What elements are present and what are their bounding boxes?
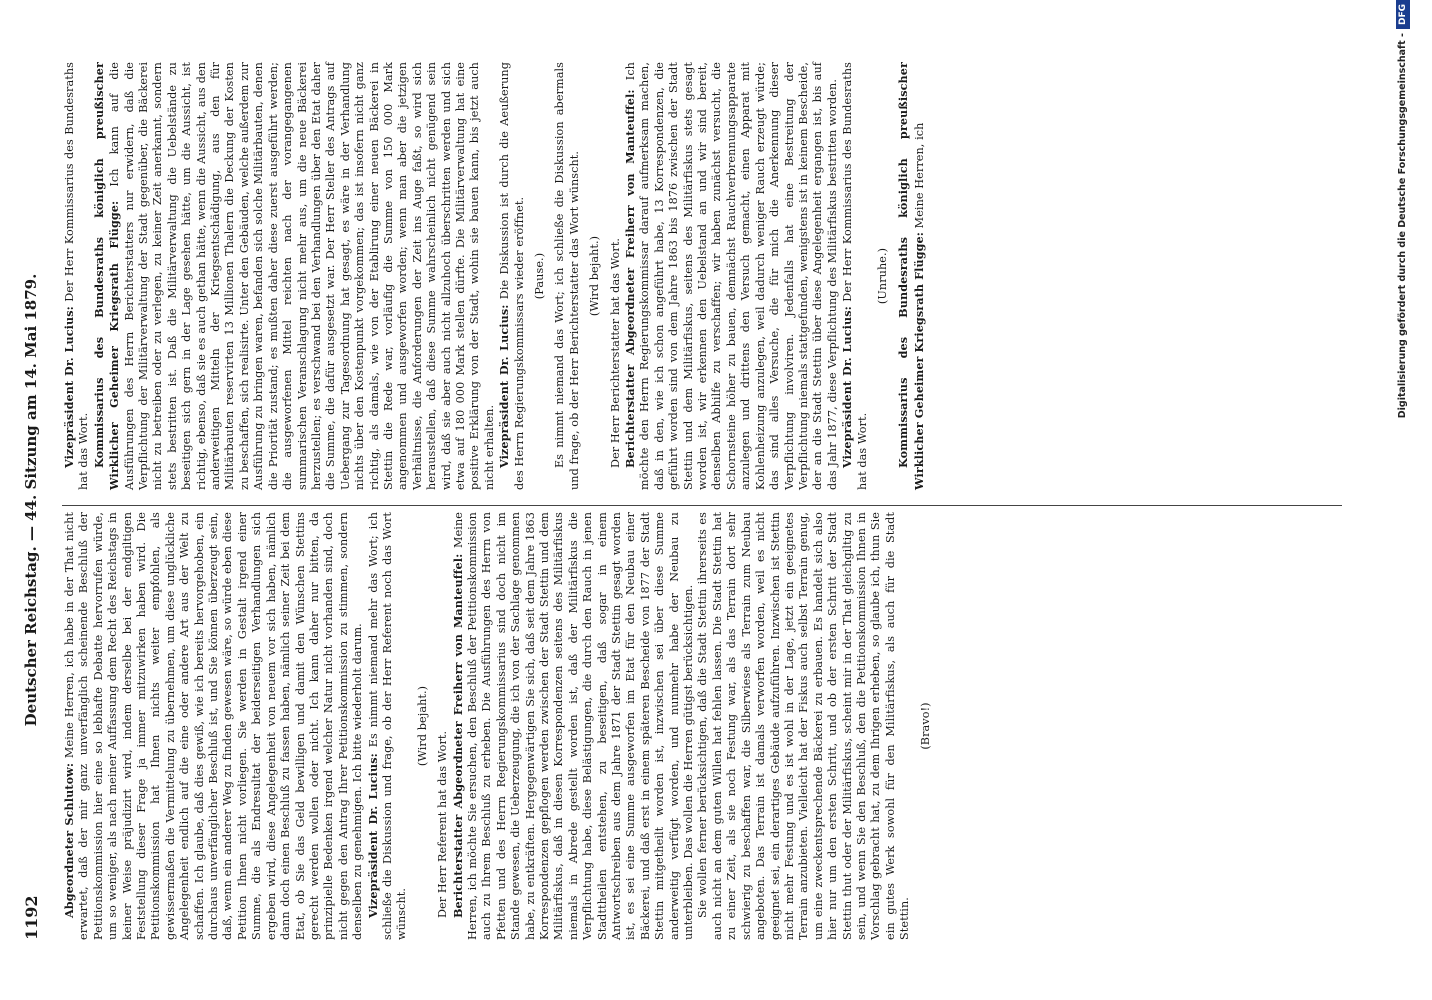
speech-text: Der Herr Referent hat das Wort. [436, 730, 450, 918]
speech-text: Ich möchte den Herrn Regierungskommissar darauf aufmerksam machen, daß in den, wie ich schon angeführt habe, 13 Korrespondenzen, die geführt worden sind von dem Jahre 1863 bis 1876 zwischen der Stadt Stettin und dem Militärfiskus, seitens des Militärfiskus stets gesagt worden ist, wir erkennen den Uebelstand an und wir sind bereit, denselben Abhilfe zu verschaffen; wir haben zunächst versucht, die Schornsteine höher zu bauen, demnächst Rauchverbrennungsapparate anzulegen und drittens den Versuch gemacht, einen Apparat mit Kohlenheizung anzulegen, weil dadurch weniger Rauch erzeugt würde; das sind alles Versuche, die für mich die Anerkennung dieser Verpflichtung involviren. Jedenfalls hat eine Bestreitung der Verpflichtung niemals stattgefunden, wenigstens ist in keinem Bescheide, der an die Stadt Stettin über diese Angelegenheit ergangen ist, bis auf das Jahr 1877, diese Verpflichtung des Militärfiskus bestritten worden. [624, 62, 839, 490]
speaker-name: Berichterstatter Abgeordneter Freiherr von Manteuffel: [623, 89, 638, 468]
speaker-name: Vizepräsident Dr. Lucius: [840, 306, 855, 468]
speech-text: Sie wollen ferner berücksichtigen, daß die Stadt Stettin ihrerseits es auch nicht an dem guten Willen hat fehlen lassen. Die Stadt Stettin hat zu einer Zeit, als sie noch Festung war, als das Terrain dort sehr schwierig zu beschaffen war, die Silberwiese als Terrain zum Neubau angeboten. Das Terrain ist damals verworfen worden, weil es nicht geeignet sei, ein derartiges Gebäude aufzuführen. Inzwischen ist Stettin nicht mehr Festung und es ist wohl in der Lage, jetzt ein geeignetes Terrain anzubieten. Vielleicht hat der Fiskus auch selbst Terrain genug, um eine zweckentsprechende Bäckerei zu erbauen. Es handelt sich also hier nur um den ersten Schritt, und ob der ersten Schritt der Stadt Stettin thut oder der Militärfiskus, scheint mir in der That gleichgiltig zu sein, und wenn Sie den Beschluß, den die Petitionskommission Ihnen in Vorschlag gebracht hat, zu dem Ihrigen erheben, so glaube ich, thun Sie ein gutes Werk sowohl für den Militärfiskus, als auch für die Stadt Stettin. [696, 512, 912, 940]
page-header [18, 60, 48, 940]
stage-direction: (Pause.) [533, 252, 546, 300]
speech-paragraph [62, 512, 366, 940]
speaker-name: Berichterstatter Abgeordneter Freiherr von Manteuffel: [450, 553, 465, 918]
speaker-name: Vizepräsident Dr. Lucius: [365, 753, 380, 918]
stamp-text: Digitalisierung gefördert durch die Deutsche Forschungsgemeinschaft - [1397, 33, 1408, 419]
speech-paragraph [497, 62, 527, 490]
speech-paragraph [553, 62, 582, 490]
running-title: Deutscher Reichstag. — 44. Sitzung am 14. Mai 1879. [22, 273, 40, 727]
column-divider [62, 505, 1342, 506]
speech-paragraph [896, 62, 927, 490]
speech-text: Meine Herren, ich möchte Sie ersuchen, den Beschluß der Petitionskommission auch zu Ihrem Beschluß zu erheben. Die Ausführungen des Herrn von Pfetten und des Herrn Regierungskommissarius sind doch nicht im Stande gewesen, die Ueberzeugung, die ich von der Sachlage genommen habe, zu entkräften. Hergegenwärtigen Sie sich, daß seit dem Jahre 1863 Korrespondenzen gepflogen werden zwischen der Stadt Stettin und dem Militärfiskus, daß in diesen Korrespondenzen seitens des Militärfiskus niemals in Abrede gestellt worden ist, daß der Militärfiskus die Verpflichtung habe, diese Belästigungen, die durch den Rauch in jenen Stadttheilen entstehen, zu beseitigen, daß sogar in einem Antwortschreiben aus dem Jahre 1871 der Stadt Stettin gesagt worden ist, es sei eine Summe ausgeworfen im Etat für den Neubau einer Bäckerei, und daß erst in einem späteren Bescheide von 1877 der Stadt Stettin mitgetheilt worden ist, inzwischen sei über diese Summe anderweitig verfügt worden, und nunmehr habe der Neubau zu unterbleiben. Das wollen die Herren gütigst berücksichtigen. [451, 512, 696, 940]
speech-text: Meine Herren, ich habe in der That nicht erwartet, daß der mir ganz unverfänglich scheinende Beschluß der Petitionskommission hier eine so lebhafte Debatte hervorrufen würde, um so weniger, als nach meiner Auffassung dem Recht des Reichstags in keiner Weise präjudizirt wird, indem derselbe bei der endgiltigen Feststellung dieser Frage ja immer mitzuwirken haben wird. Die Petitionskommission hat Ihnen nichts weiter empfohlen, als gewissermaßen die Vermittelung zu übernehmen, um diese unglückliche Angelegenheit endlich auf die eine oder andere Art aus der Welt zu schaffen. Ich glaube, daß dies gewiß, wie ich bereits hervorgehoben, ein durchaus unverfänglicher Beschluß ist, und Sie können überzeugt sein, daß, wenn ein anderer Weg zu finden gewesen wäre, so würde eben diese Petition Ihnen nicht vorliegen. Sie werden in Gestalt irgend einer Summe, die als Endresultat der beiderseitigen Verhandlungen sich ergeben wird, diese Angelegenheit von neuem vor sich haben, nämlich dann doch einen Beschluß zu fassen haben, nämlich seiner Zeit bei dem Etat, ob Sie das Geld bewilligen und damit den Wünschen Stettins gerecht werden wollen oder nicht. Ich kann daher nur bitten, da prinzipielle Bedenken irgend welcher Natur nicht vorhanden sind, doch nicht gegen den Antrag Ihrer Petitionskommission zu stimmen, sondern denselben zu genehmigen. Ich bitte wiederholt darum. [63, 511, 365, 940]
speech-text: Die Diskussion ist durch die Aeußerung des Herrn Regierungskommissars wieder eröffnet. [498, 62, 526, 490]
right-column [62, 62, 927, 490]
dfg-logo: DFG [1396, 0, 1410, 29]
stage-direction: (Unruhe.) [875, 247, 889, 305]
speech-paragraph [840, 62, 870, 490]
speaker-name: Kommissarius des Bundesraths königlich preußischer Wirklicher Geheimer Kriegsrath Flügge: [91, 62, 122, 490]
speaker-name: Kommissarius des Bundesraths königlich preußischer Wirklicher Geheimer Kriegsrath Flügge: [896, 62, 926, 490]
speaker-name: Vizepräsident Dr. Lucius: [497, 304, 512, 468]
digitization-stamp [1392, 0, 1414, 440]
speech-text: Der Herr Kommissarius des Bundesraths hat das Wort. [63, 61, 91, 490]
speech-text: Der Herr Kommissarius des Bundesraths hat das Wort. [841, 61, 869, 490]
speech-paragraph [62, 62, 92, 490]
speech-paragraph [92, 62, 497, 490]
page-number: 1192 [22, 895, 41, 940]
speech-paragraph [609, 62, 623, 490]
speech-text: Es nimmt niemand das Wort; ich schließe die Diskussion abermals und frage, ob der Herr Berichterstatter das Wort wünscht. [553, 62, 581, 490]
speaker-name: Abgeordneter Schlutow: [62, 762, 76, 918]
speech-text: Der Herr Berichterstatter hat das Wort. [608, 237, 622, 468]
speech-text: Es nimmt niemand mehr das Wort; ich schließe die Diskussion und frage, ob der Herr Referent noch das Wort wünscht. [366, 511, 409, 940]
stage-direction: (Bravo!) [918, 702, 932, 750]
speaker-name: Vizepräsident Dr. Lucius: [62, 306, 76, 468]
speech-text: Meine Herren, ich [912, 122, 926, 229]
speech-text: Ich kann auf die Ausführungen des Herrn Berichterstatters nur erwidern, daß die Verpflichtung der Militärverwaltung der Stadt gegenüber, die Bäckerei nicht zu betreiben oder zu verlegen, zu keiner Zeit anerkannt, sondern stets bestritten ist. Daß die Militärverwaltung die Uebelstände zu beseitigen sich gern in der Lage gesehen hätte, um die Aussicht, ist richtig, ebenso, daß sie es auch gethan hätte, wenn die Aussicht, aus den anderweitigen Mitteln der Kriegsentschädigung, aus den für Militärbauten reservirten 13 Millionen Thalern die Deckung der Kosten zu beschaffen, sich realisirte. Unter den Gebäuden, welche außerdem zur Ausführung zu bringen waren, befanden sich solche Militärbauten, denen die Priorität zustand; es mußten daher diese zuerst ausgeführt werden; die ausgeworfenen Mittel reichten nach der vorangegangenen summarischen Veranschlagung nicht mehr aus, um die neue Bäckerei herzustellen; es verschwand bei den Verhandlungen über den Etat daher die Summe, die dafür ausgesetzt war. Der Herr Steller des Antrags auf Uebergang zur Tagesordnung hat gesagt, es wäre in der Verhandlung nichts über den Kostenpunkt vorgekommen; das ist insofern nicht ganz richtig, als damals, wie von der Etablirung einer neuen Bäckerei in Stettin die Rede war, vorläufig die Summe von 150 000 Mark angenommen und ausgeworfen worden; wenn man aber die jetzigen Verhältnisse, die Anforderungen der Zeit ins Auge faßt, so wird sich herausstellen, daß diese Summe wahrscheinlich nicht genügend sein wird, daß sie aber auch nicht allzuhoch überschritten werden und sich etwa auf 180 000 Mark stellen dürfte. Die Militärverwaltung hat eine positive Erklärung von der Stadt, wohin sie bauen kann, bis jetzt auch nicht erhalten. [108, 62, 496, 490]
speech-paragraph [696, 512, 912, 940]
speech-paragraph [623, 62, 840, 490]
left-column [62, 512, 939, 940]
stage-direction: (Wird bejaht.) [588, 235, 602, 317]
stage-direction: (Wird bejaht.) [415, 685, 429, 767]
speech-paragraph [451, 512, 697, 940]
speech-paragraph [436, 512, 450, 940]
speech-paragraph [366, 512, 410, 940]
